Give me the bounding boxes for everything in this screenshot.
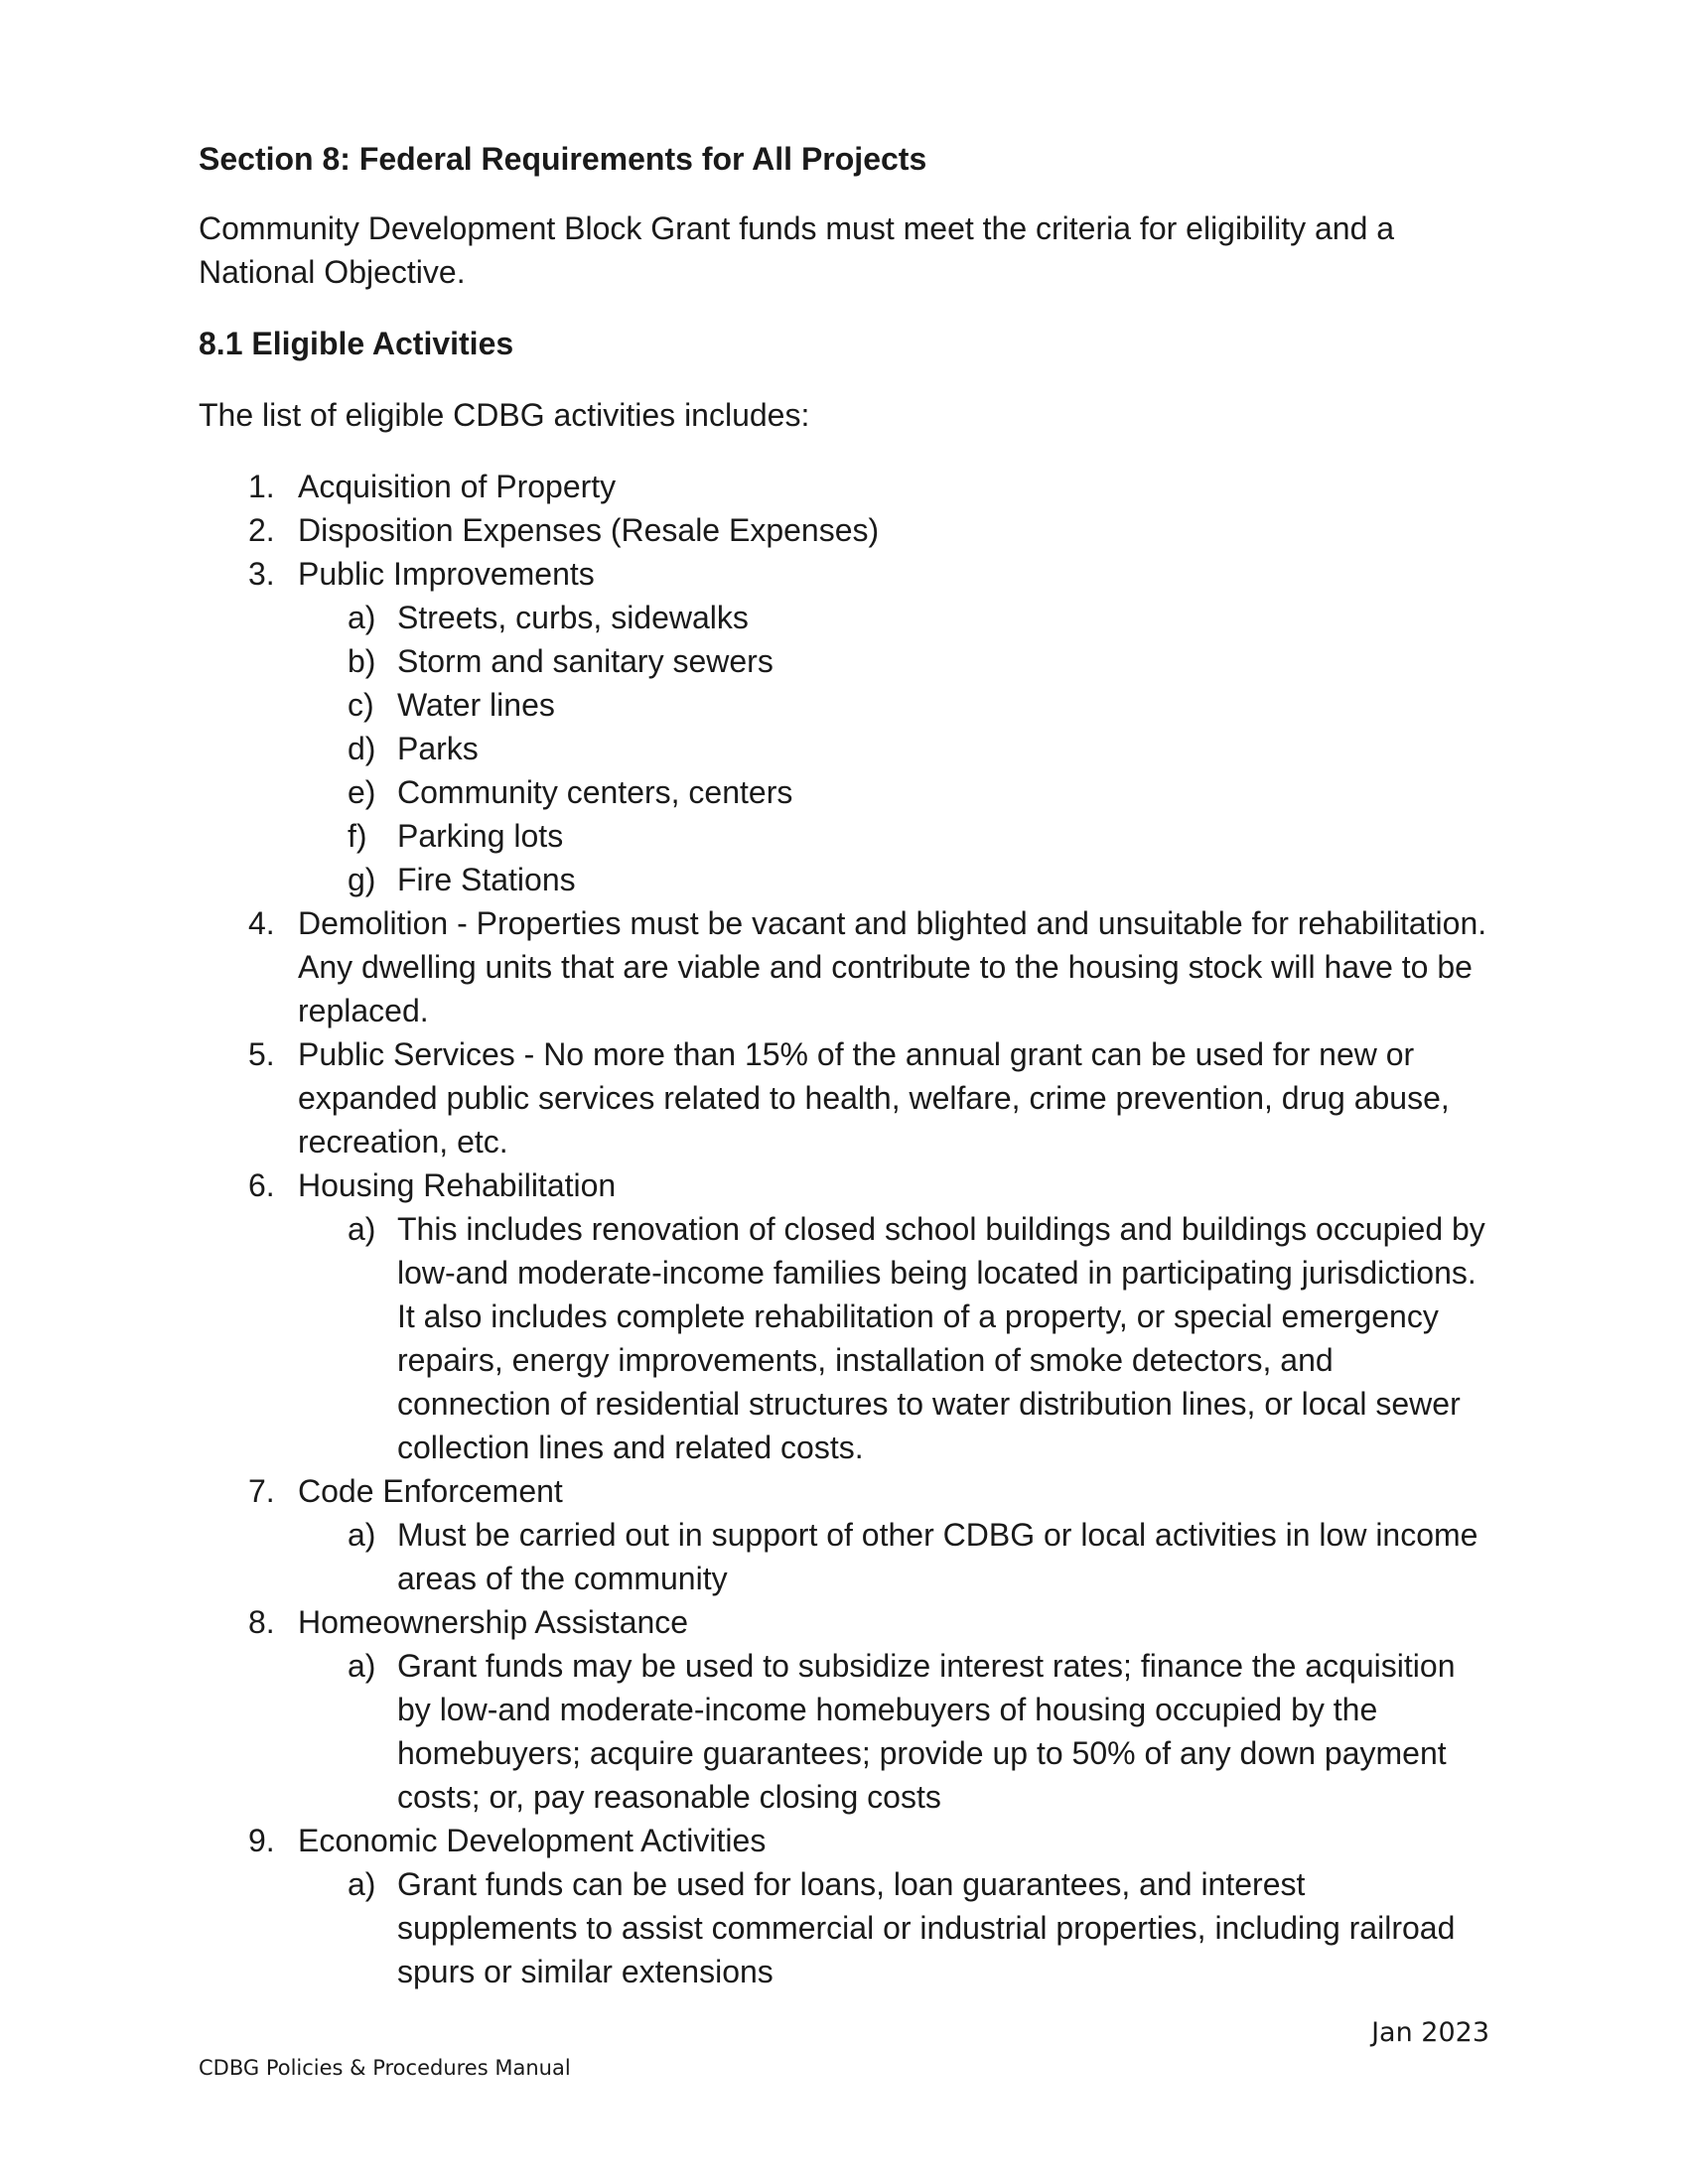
sub-list-item-letter: b): [348, 643, 376, 679]
sub-list-item: [199, 1513, 1489, 1600]
sub-list-item: [199, 1207, 1489, 1469]
intro-paragraph: Community Development Block Grant funds must meet the criteria for eligibility and a National Objective.: [199, 210, 1395, 290]
list-item-text: Code Enforcement: [298, 1473, 563, 1509]
sub-list-item-text: Must be carried out in support of other CDBG or local activities in low income areas of the community: [397, 1517, 1478, 1596]
list-item: [199, 552, 1489, 596]
sub-list-item-letter: f): [348, 818, 367, 854]
sub-list-item: [199, 814, 1489, 858]
sub-list-item-letter: a): [348, 1517, 376, 1553]
list-item-text: Disposition Expenses (Resale Expenses): [298, 512, 880, 548]
sub-list-item-letter: e): [348, 774, 376, 810]
list-item: [199, 901, 1489, 1032]
sub-list-item-letter: c): [348, 687, 374, 723]
list-item-number: 7.: [248, 1473, 275, 1509]
section-title: Section 8: Federal Requirements for All Projects: [199, 141, 927, 177]
sub-list-item: [199, 1644, 1489, 1819]
list-item: [199, 1469, 1489, 1513]
list-item-number: 9.: [248, 1823, 275, 1858]
sub-list-item-text: Fire Stations: [397, 862, 576, 897]
list-item-text: Public Improvements: [298, 556, 595, 592]
list-item-number: 1.: [248, 469, 275, 504]
sub-list-item: [199, 770, 1489, 814]
list-item: [199, 1163, 1489, 1207]
list-item-number: 4.: [248, 905, 275, 941]
sub-list-item: [199, 596, 1489, 639]
list-item: [199, 1032, 1489, 1163]
sub-list-item-text: Parking lots: [397, 818, 564, 854]
list-item-text: Economic Development Activities: [298, 1823, 767, 1858]
sub-list-item-letter: g): [348, 862, 376, 897]
sub-list-item: [199, 1862, 1489, 1993]
list-item-text: Public Services - No more than 15% of the annual grant can be used for new or expanded public services related to health, welfare, crime prevention, drug abuse, recreation, etc.: [298, 1036, 1450, 1160]
list-item-number: 6.: [248, 1167, 275, 1203]
sub-list-item-text: Parks: [397, 731, 479, 766]
sub-list-item: [199, 683, 1489, 727]
eligible-activities-list: [199, 465, 1489, 1993]
list-item: [199, 465, 1489, 508]
list-item-number: 5.: [248, 1036, 275, 1072]
footer-date: Jan 2023: [1371, 2017, 1489, 2048]
list-lead: The list of eligible CDBG activities includes:: [199, 397, 810, 433]
list-item: [199, 508, 1489, 552]
list-item: [199, 1600, 1489, 1644]
list-item-text: Demolition - Properties must be vacant and blighted and unsuitable for rehabilitation. Any dwelling units that are viable and contribute to the housing stock will have to be replaced.: [298, 905, 1487, 1028]
sub-list-item-text: Grant funds may be used to subsidize interest rates; finance the acquisition by low-and moderate-income homebuyers of housing occupied by the homebuyers; acquire guarantees; provide up to 50% of any down payment costs; or, pay reasonable closing costs: [397, 1648, 1456, 1815]
list-item-number: 3.: [248, 556, 275, 592]
sub-list-item-text: Water lines: [397, 687, 555, 723]
sub-list-item-letter: a): [348, 1866, 376, 1902]
list-item-text: Homeownership Assistance: [298, 1604, 689, 1640]
list-item-text: Housing Rehabilitation: [298, 1167, 617, 1203]
subsection-title: 8.1 Eligible Activities: [199, 326, 514, 361]
document-page: [199, 0, 1489, 2184]
sub-list-item-text: Grant funds can be used for loans, loan guarantees, and interest supplements to assist commercial or industrial properties, including railroad spurs or similar extensions: [397, 1866, 1456, 1989]
list-item-number: 2.: [248, 512, 275, 548]
sub-list-item-letter: a): [348, 1211, 376, 1247]
sub-list-item-text: Streets, curbs, sidewalks: [397, 600, 749, 635]
list-item-text: Acquisition of Property: [298, 469, 617, 504]
sub-list-item: [199, 639, 1489, 683]
sub-list-item-text: Community centers, centers: [397, 774, 793, 810]
sub-list-item-letter: a): [348, 1648, 376, 1684]
footer-title: CDBG Policies & Procedures Manual: [199, 2056, 571, 2080]
sub-list-item-letter: a): [348, 600, 376, 635]
sub-list-item: [199, 727, 1489, 770]
sub-list-item-text: Storm and sanitary sewers: [397, 643, 774, 679]
list-item-number: 8.: [248, 1604, 275, 1640]
sub-list-item-text: This includes renovation of closed school buildings and buildings occupied by low-and moderate-income families being located in participating jurisdictions. It also includes complete rehabilitation of a property, or special emergency repairs, energy improvements, installation of smoke detectors, and connection of residential structures to water distribution lines, or local sewer collection lines and related costs.: [397, 1211, 1485, 1465]
list-item: [199, 1819, 1489, 1862]
sub-list-item-letter: d): [348, 731, 376, 766]
sub-list-item: [199, 858, 1489, 901]
